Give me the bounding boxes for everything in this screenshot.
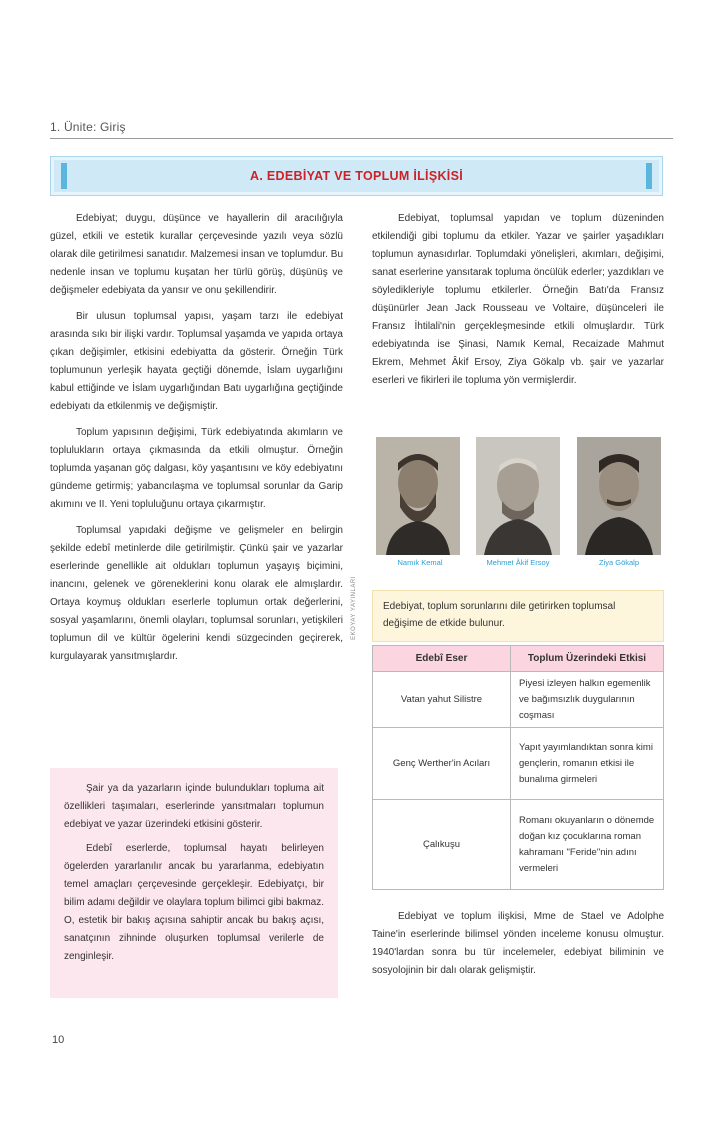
photo-caption: Ziya Gökalp [598, 558, 640, 567]
paragraph: Edebiyat; duygu, düşünce ve hayallerin dil aracılığıyla güzel, etkili ve estetik kurallar çerçevesinde yazılı veya sözlü olarak dile getirilmesi sanatıdır. Malzemesi insan ve toplumdur. Bu nedenle insan ve toplumu kuşatan her türlü görüş, düşünüş ve değişmeler edebiyata da yansır ve onu şekillendirir. [50, 213, 343, 296]
left-column [50, 210, 343, 674]
publisher-side-label [348, 540, 360, 675]
table-cell-work: Genç Werther'in Acıları [373, 728, 511, 800]
section-title-banner [50, 156, 663, 196]
section-title: A. EDEBİYAT VE TOPLUM İLİŞKİSİ [250, 169, 463, 183]
table-header: Toplum Üzerindeki Etkisi [511, 646, 664, 672]
paragraph: Toplum yapısının değişimi, Türk edebiyatında akımların ve toplulukların ortaya çıkmasında da etkili olmuştur. Örneğin toplumda yaşanan göç dalgası, köy yaşantısını ve köy edebiyatını gündeme getirmiş; yabancılaşma ve toplumsal sorunlar da Garip akımını ve II. Yeni topluluğunu ortaya çıkarmıştır. [50, 427, 343, 510]
table-cell-effect: Romanı okuyanların o dönemde doğan kız çocuklarına roman kahramanı "Feride"nin adını vermeleri [511, 800, 664, 890]
note-box: Edebiyat, toplum sorunlarını dile getirirken toplumsal değişime de etkide bulunur. [372, 590, 664, 642]
portrait-photo [476, 437, 560, 555]
table-cell-work: Vatan yahut Silistre [373, 672, 511, 728]
info-paragraph: Edebî eserlerde, toplumsal hayatı belirleyen ögelerden yararlanılır ancak bu yararlanma, edebiyatın temel amaçları çerçevesinde gerçekleşir. Edebiyatçı, bir bilim adamı değildir ve olaylara toplum bilimci gibi bakmaz. O, estetik bir bakış açısına sahiptir ancak bu bakış açısı, sanatçının zihninde oluşurken toplumsal verilerle de zenginleşir. [64, 843, 324, 962]
closing-paragraph-block [372, 908, 664, 980]
page-number: 10 [52, 1034, 65, 1046]
table-row [373, 672, 664, 728]
portrait-photo [577, 437, 661, 555]
author-photos [372, 437, 664, 577]
literary-effects-table [372, 645, 664, 890]
paragraph: Edebiyat ve toplum ilişkisi, Mme de Stael ve Adolphe Taine'in eserlerinde bilimsel yönden inceleme konusu olmuştur. 1940'lardan sonra bu tür incelemeler, edebiyat biliminin ve sosyolojinin bir dalı olarak gelişmiştir. [372, 911, 664, 976]
table-row [373, 728, 664, 800]
paragraph: Bir ulusun toplumsal yapısı, yaşam tarzı ile edebiyat arasında sıkı bir ilişki vardır. Toplumsal yaşamda ve yapıda ortaya çıkan değişimler, etkisini edebiyatta da gösterir. Örneğin Türk toplumunun yerleşik hayata geçtiği dönemde, İslam uygarlığını kabul ettiğinde ve İslam uygarlığından Batı uygarlığına geçtiğinde edebiyatı da etkilenmiş ve değişmiştir. [50, 311, 343, 412]
paragraph: Edebiyat, toplumsal yapıdan ve toplum düzeninden etkilendiği gibi toplumu da etkiler. Yazar ve şairler yaşadıkları toplumun aynasıdırlar. Toplumdaki yönelişleri, akımları, değişimi, sanat eserlerine yansıtarak topluma öncülük ederler; yazdıkları ve söyledikleriyle toplumu etkilerler. Örneğin Batı'da Fransız düşünürler Jean Jack Rousseau ve Voltaire, düşünceleri ile Fransız İhtilali'nin gerçekleşmesinde etkili olmuşlardır. Türk edebiyatında ise Şinasi, Namık Kemal, Recaizade Mahmut Ekrem, Mehmet Âkif Ersoy, Ziya Gökalp vb. şair ve yazarlar eserleri ve fikirleri ile topluma yön vermişlerdir. [372, 213, 664, 386]
info-box-pink [50, 768, 338, 998]
portrait-image [476, 437, 560, 555]
paragraph: Toplumsal yapıdaki değişme ve gelişmeler en belirgin şekilde edebî metinlerde dile getirilmiştir. Çünkü şair ve yazarlar eserlerinde genellikle ait oldukları toplumun yaşayış biçimini, inancını, gelenek ve göreneklerini konu olarak ele almışlardır. Ortaya koymuş oldukları eserlerle toplumun ortak değerlerini, sosyal yaşamlarını, önemli olayları, toplumsal sorunları, yetişkileri toplumun dil ve kültür ögelerini kendi süzgecinden geçirerek, kurgulayarak yansıtmışlardır. [50, 525, 343, 662]
table-header: Edebî Eser [373, 646, 511, 672]
publisher-label-text: EKOYAY YAYINLARI [351, 575, 358, 640]
portrait-image [376, 437, 460, 555]
right-column [372, 210, 664, 398]
photo-caption: Mehmet Âkif Ersoy [486, 558, 550, 567]
unit-header: 1. Ünite: Giriş [50, 120, 126, 134]
table-cell-effect: Piyesi izleyen halkın egemenlik ve bağımsızlık duygularının coşması [511, 672, 664, 728]
portrait-photo [376, 437, 460, 555]
table-cell-work: Çalıkuşu [373, 800, 511, 890]
table-row [373, 800, 664, 890]
table-cell-effect: Yapıt yayımlandıktan sonra kimi gençlerin, romanın etkisi ile bunalıma girmeleri [511, 728, 664, 800]
photo-caption: Namık Kemal [397, 558, 443, 567]
table-header-row [373, 646, 664, 672]
header-divider [50, 138, 673, 139]
portrait-image [577, 437, 661, 555]
info-paragraph: Şair ya da yazarların içinde bulundukları topluma ait özellikleri taşımaları, eserlerinde yansıtmaları toplumun edebiyat ve yazar üzerindeki etkisini gösterir. [64, 783, 324, 830]
